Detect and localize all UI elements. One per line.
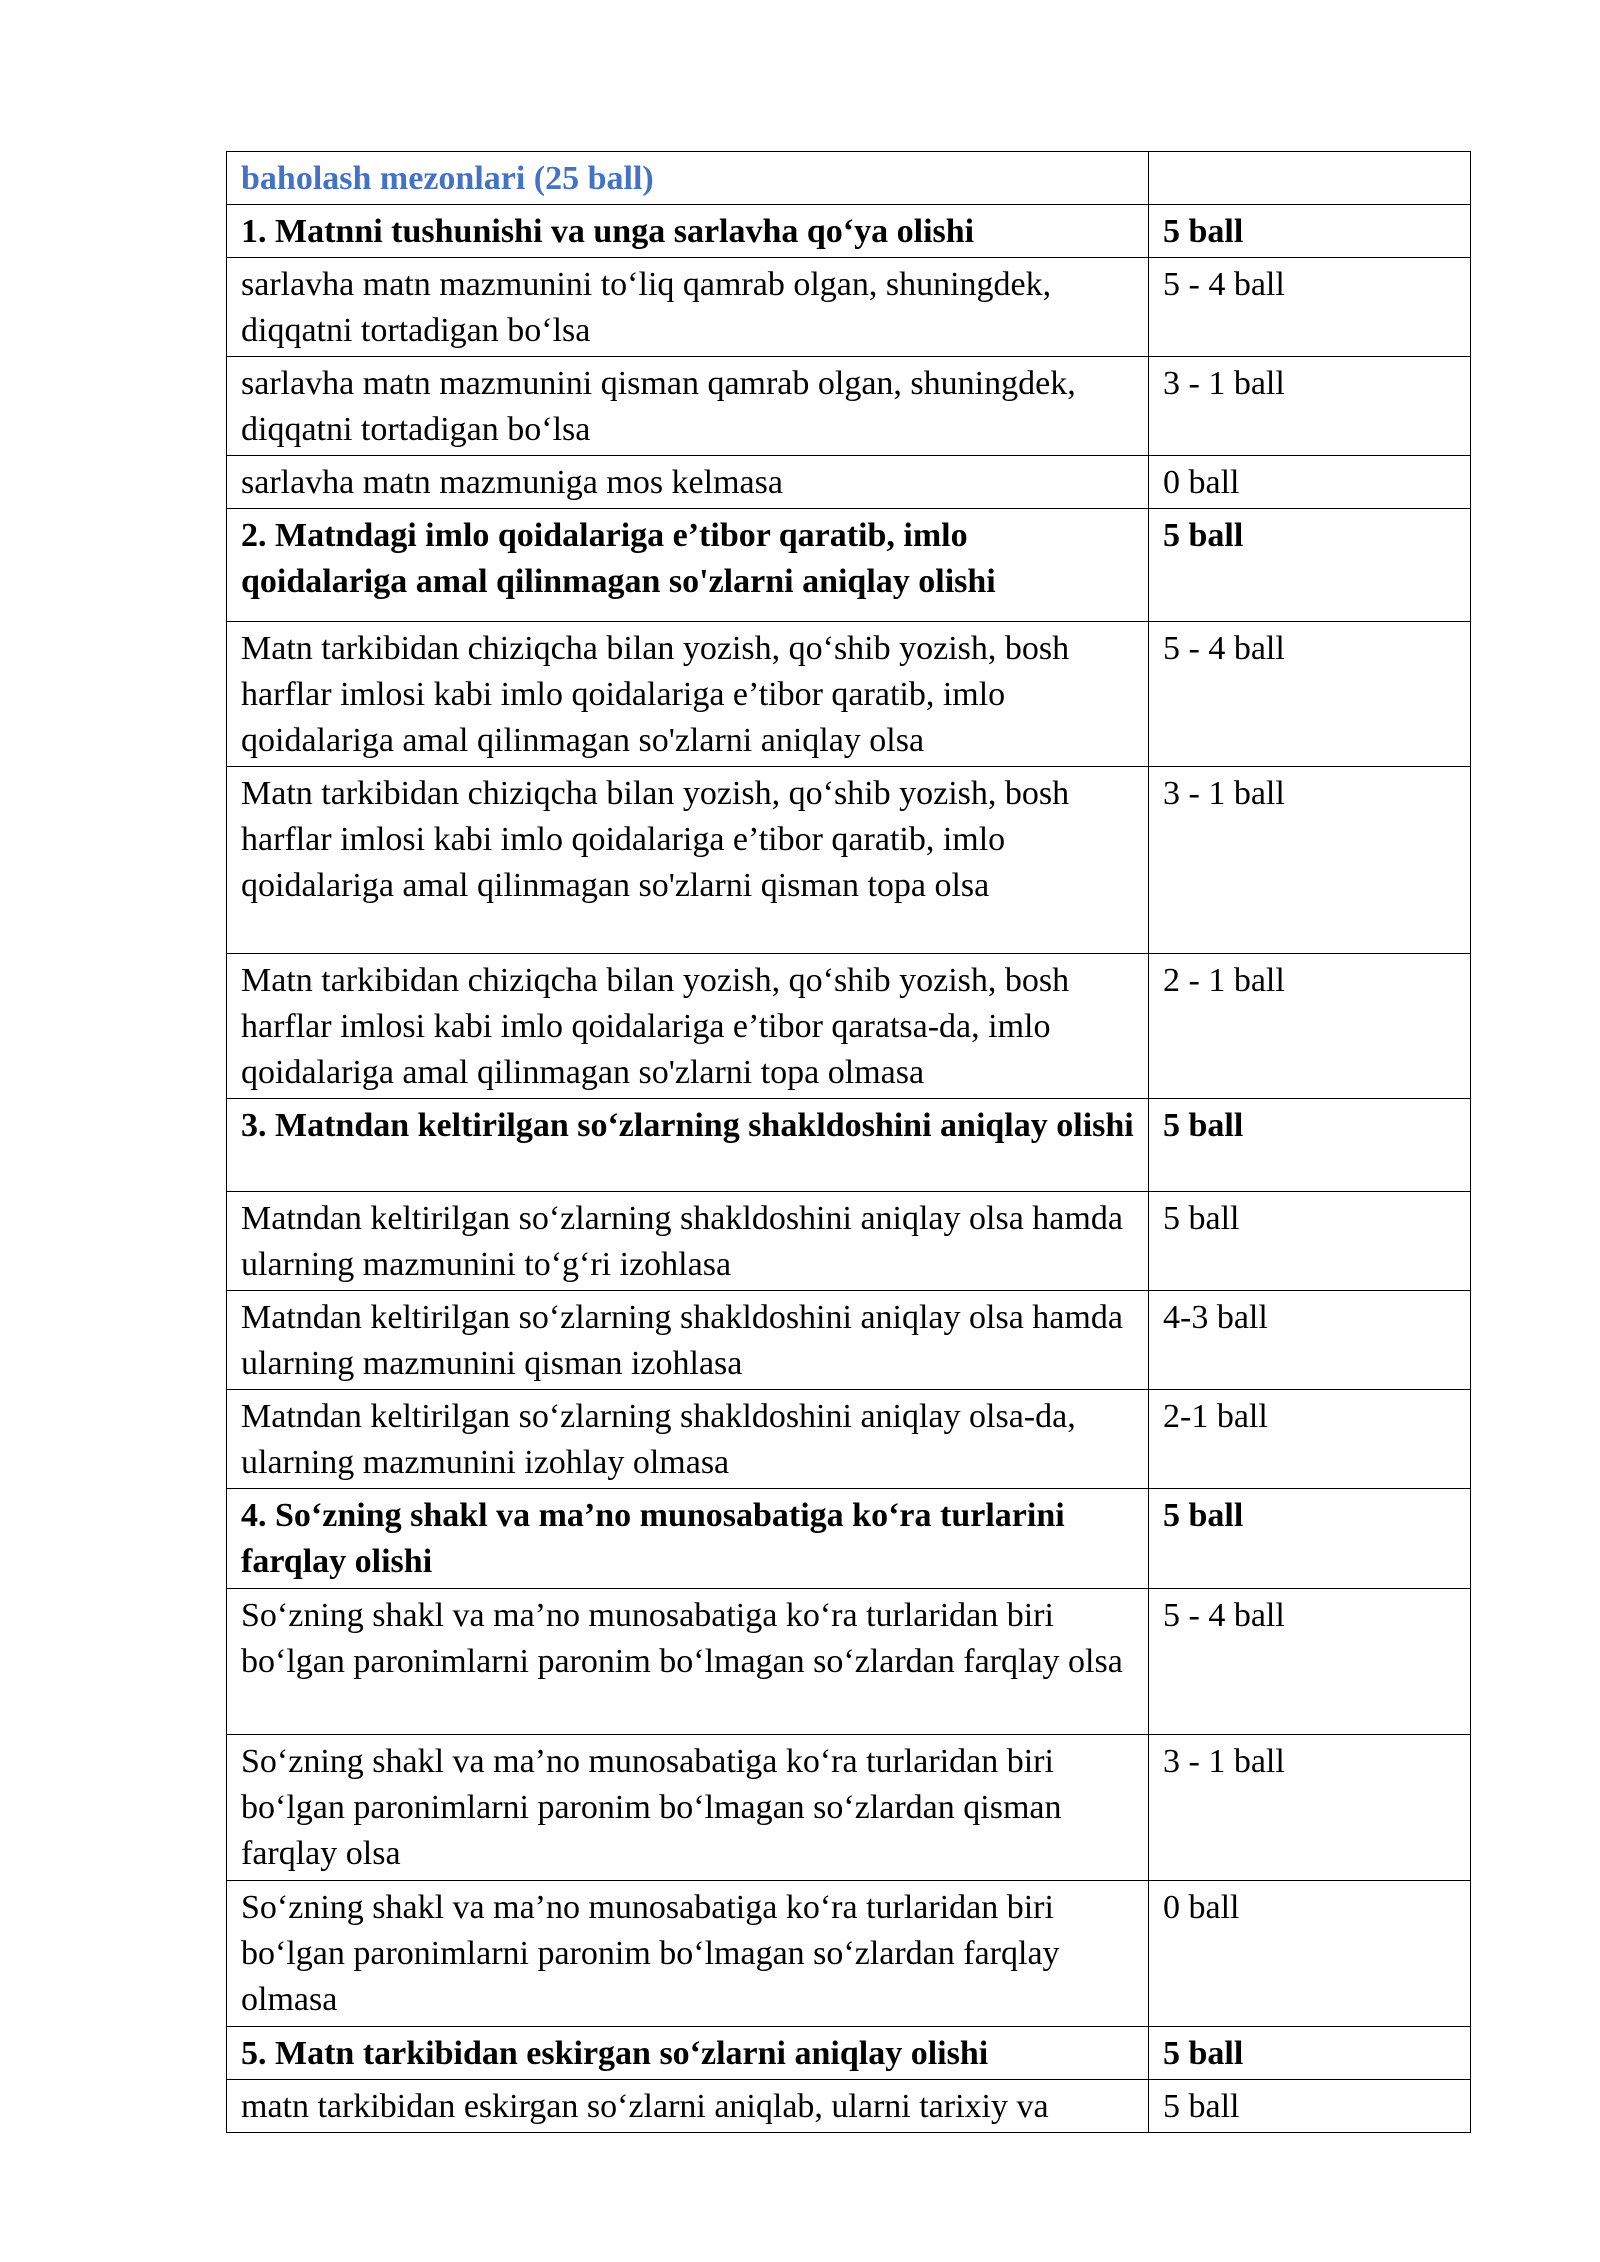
criterion-heading-row bbox=[227, 1489, 1471, 1589]
criterion-score: 3 - 1 ball bbox=[1149, 357, 1471, 456]
criterion-heading: 1. Matnni tushunishi va unga sarlavha qo‘ya olishi bbox=[227, 205, 1149, 258]
criterion-score: 3 - 1 ball bbox=[1149, 767, 1471, 954]
criterion-description: sarlavha matn mazmunini qisman qamrab olgan, shuningdek, diqqatni tortadigan bo‘lsa bbox=[227, 357, 1149, 456]
criterion-max-score: 5 ball bbox=[1149, 509, 1471, 622]
criterion-item-row bbox=[227, 1192, 1471, 1291]
criterion-score: 2-1 ball bbox=[1149, 1390, 1471, 1489]
criterion-item-row bbox=[227, 1589, 1471, 1735]
grading-criteria-table bbox=[226, 151, 1471, 2133]
criterion-score: 5 - 4 ball bbox=[1149, 258, 1471, 357]
criterion-score: 4-3 ball bbox=[1149, 1291, 1471, 1390]
criterion-score: 5 ball bbox=[1149, 1192, 1471, 1291]
criterion-description: Matndan keltirilgan so‘zlarning shakldoshini aniqlay olsa hamda ularning mazmunini to‘g‘ri izohlasa bbox=[227, 1192, 1149, 1291]
criterion-max-score: 5 ball bbox=[1149, 205, 1471, 258]
criterion-description: matn tarkibidan eskirgan so‘zlarni aniqlab, ularni tarixiy va bbox=[227, 2080, 1149, 2133]
criterion-item-row bbox=[227, 2080, 1471, 2133]
criterion-score: 5 - 4 ball bbox=[1149, 1589, 1471, 1735]
criterion-description: sarlavha matn mazmunini to‘liq qamrab olgan, shuningdek, diqqatni tortadigan bo‘lsa bbox=[227, 258, 1149, 357]
criterion-description: sarlavha matn mazmuniga mos kelmasa bbox=[227, 456, 1149, 509]
criterion-item-row bbox=[227, 1735, 1471, 1881]
criterion-heading-row bbox=[227, 509, 1471, 622]
criterion-item-row bbox=[227, 456, 1471, 509]
criterion-heading: 5. Matn tarkibidan eskirgan so‘zlarni aniqlay olishi bbox=[227, 2027, 1149, 2080]
criterion-item-row bbox=[227, 767, 1471, 954]
criterion-item-row bbox=[227, 258, 1471, 357]
table-title-row bbox=[227, 152, 1471, 205]
criterion-score: 2 - 1 ball bbox=[1149, 954, 1471, 1099]
criterion-score: 5 - 4 ball bbox=[1149, 622, 1471, 767]
criterion-heading: 2. Matndagi imlo qoidalariga e’tibor qaratib, imlo qoidalariga amal qilinmagan so'zlarni aniqlay olishi bbox=[227, 509, 1149, 622]
criterion-item-row bbox=[227, 357, 1471, 456]
criterion-score: 0 ball bbox=[1149, 1881, 1471, 2027]
table-title-empty-cell bbox=[1149, 152, 1471, 205]
criterion-description: So‘zning shakl va ma’no munosabatiga ko‘ra turlaridan biri bo‘lgan paronimlarni paronim bo‘lmagan so‘zlardan farqlay olsa bbox=[227, 1589, 1149, 1735]
criterion-item-row bbox=[227, 622, 1471, 767]
criterion-item-row bbox=[227, 1881, 1471, 2027]
criterion-item-row bbox=[227, 1390, 1471, 1489]
criterion-max-score: 5 ball bbox=[1149, 1489, 1471, 1589]
criterion-heading-row bbox=[227, 205, 1471, 258]
criterion-item-row bbox=[227, 954, 1471, 1099]
criterion-max-score: 5 ball bbox=[1149, 1099, 1471, 1192]
criterion-description: Matndan keltirilgan so‘zlarning shakldoshini aniqlay olsa hamda ularning mazmunini qisman izohlasa bbox=[227, 1291, 1149, 1390]
criterion-score: 5 ball bbox=[1149, 2080, 1471, 2133]
criterion-description: So‘zning shakl va ma’no munosabatiga ko‘ra turlaridan biri bo‘lgan paronimlarni paronim bo‘lmagan so‘zlardan farqlay olmasa bbox=[227, 1881, 1149, 2027]
criterion-heading: 3. Matndan keltirilgan so‘zlarning shakldoshini aniqlay olishi bbox=[227, 1099, 1149, 1192]
criterion-max-score: 5 ball bbox=[1149, 2027, 1471, 2080]
criterion-heading-row bbox=[227, 1099, 1471, 1192]
table-title: baholash mezonlari (25 ball) bbox=[227, 152, 1149, 205]
criterion-score: 3 - 1 ball bbox=[1149, 1735, 1471, 1881]
criterion-description: So‘zning shakl va ma’no munosabatiga ko‘ra turlaridan biri bo‘lgan paronimlarni paronim bo‘lmagan so‘zlardan qisman farqlay olsa bbox=[227, 1735, 1149, 1881]
criterion-heading-row bbox=[227, 2027, 1471, 2080]
criterion-description: Matn tarkibidan chiziqcha bilan yozish, qo‘shib yozish, bosh harflar imlosi kabi imlo qoidalariga e’tibor qaratsa-da, imlo qoidalariga amal qilinmagan so'zlarni topa olmasa bbox=[227, 954, 1149, 1099]
criterion-description: Matn tarkibidan chiziqcha bilan yozish, qo‘shib yozish, bosh harflar imlosi kabi imlo qoidalariga e’tibor qaratib, imlo qoidalariga amal qilinmagan so'zlarni aniqlay olsa bbox=[227, 622, 1149, 767]
criteria-table-body bbox=[227, 152, 1471, 2133]
criterion-heading: 4. So‘zning shakl va ma’no munosabatiga ko‘ra turlarini farqlay olishi bbox=[227, 1489, 1149, 1589]
criterion-description: Matn tarkibidan chiziqcha bilan yozish, qo‘shib yozish, bosh harflar imlosi kabi imlo qoidalariga e’tibor qaratib, imlo qoidalariga amal qilinmagan so'zlarni qisman topa olsa bbox=[227, 767, 1149, 954]
criterion-item-row bbox=[227, 1291, 1471, 1390]
criterion-description: Matndan keltirilgan so‘zlarning shakldoshini aniqlay olsa-da, ularning mazmunini izohlay olmasa bbox=[227, 1390, 1149, 1489]
criterion-score: 0 ball bbox=[1149, 456, 1471, 509]
